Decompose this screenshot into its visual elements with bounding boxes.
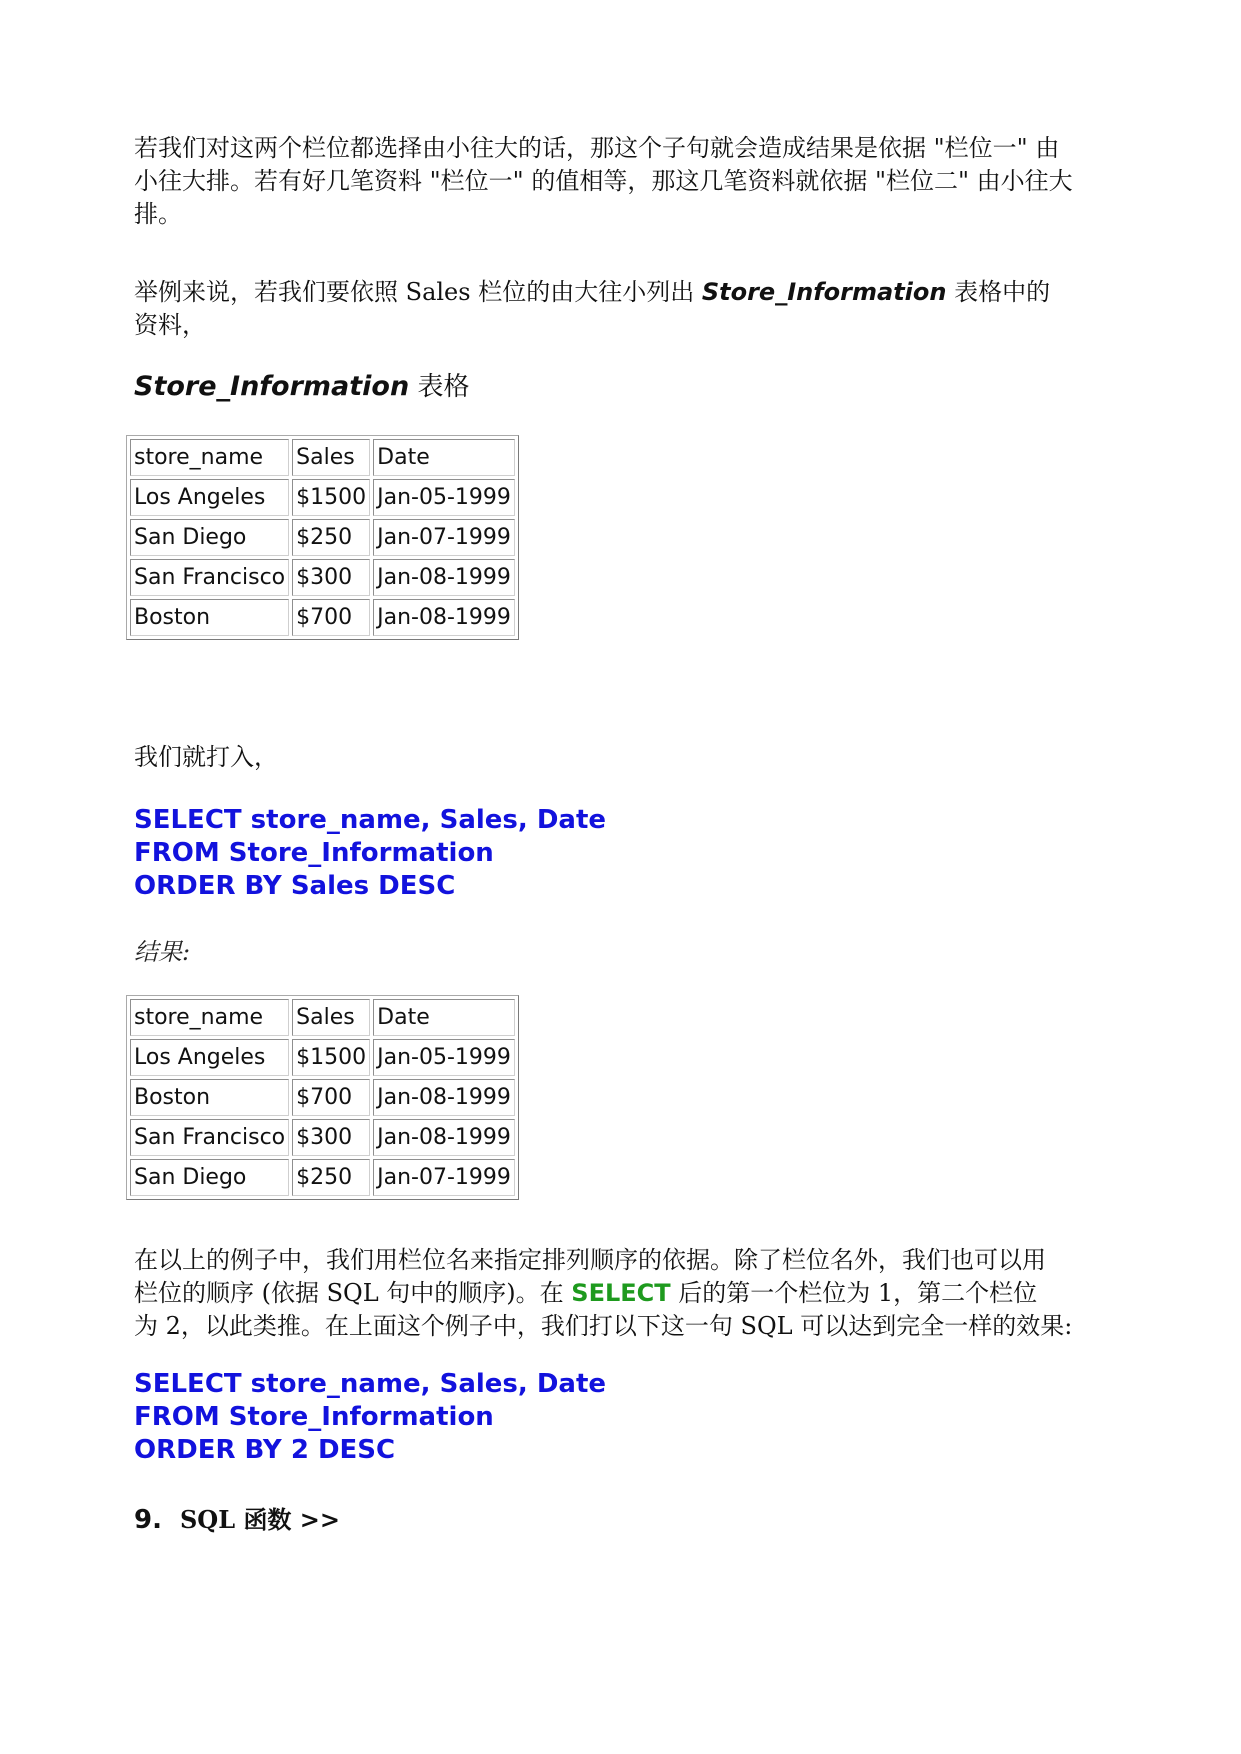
table-cell: $700 <box>292 1079 370 1116</box>
table-cell: Boston <box>130 1079 289 1116</box>
table-cell: Jan-07-1999 <box>373 519 515 556</box>
table-cell: San Francisco <box>130 559 289 596</box>
table-cell: San Diego <box>130 519 289 556</box>
intro-line-2: 小往大排。若有好几笔资料 "栏位一" 的值相等，那这几笔资料就依据 "栏位二" 由小往大 <box>134 167 1073 195</box>
sql-query-1 <box>134 804 1102 903</box>
table-row <box>130 1159 515 1196</box>
section-number: 9. <box>134 1505 162 1535</box>
explain-line-3: 为 2，以此类推。在上面这个例子中，我们打以下这一句 SQL 可以达到完全一样的效果: <box>134 1312 1073 1340</box>
header-cell: Date <box>373 439 515 476</box>
explain-line-2 <box>134 1277 1102 1310</box>
header-cell: Sales <box>292 439 370 476</box>
select-keyword: SELECT <box>571 1279 671 1307</box>
intro-paragraph <box>134 132 1102 231</box>
table-cell: San Diego <box>130 1159 289 1196</box>
example-line-1 <box>134 276 1102 309</box>
table-cell: $300 <box>292 559 370 596</box>
sql-line: SELECT store_name, Sales, Date <box>134 1369 607 1399</box>
header-cell: Date <box>373 999 515 1036</box>
table-cell: Jan-08-1999 <box>373 599 515 636</box>
table-cell: Jan-08-1999 <box>373 1079 515 1116</box>
store-information-table <box>126 435 519 640</box>
header-cell: store_name <box>130 999 289 1036</box>
example-line-2: 资料， <box>134 311 206 339</box>
table-cell: $300 <box>292 1119 370 1156</box>
table-row <box>130 599 515 636</box>
example-text-after: 表格中的 <box>946 278 1051 306</box>
sql-query-2 <box>134 1368 1102 1467</box>
sql-line: FROM Store_Information <box>134 1402 494 1432</box>
result-label: 结果: <box>134 938 191 966</box>
example-table-name: Store_Information <box>701 278 947 306</box>
table-header-row <box>130 439 515 476</box>
explain-text-after: 后的第一个栏位为 1，第二个栏位 <box>670 1279 1038 1307</box>
table-cell: Los Angeles <box>130 479 289 516</box>
table-cell: $1500 <box>292 479 370 516</box>
table-cell: $250 <box>292 1159 370 1196</box>
table-cell: Jan-08-1999 <box>373 1119 515 1156</box>
caption-table-name: Store_Information <box>134 371 410 402</box>
table-cell: Jan-07-1999 <box>373 1159 515 1196</box>
table-row <box>130 519 515 556</box>
table-row <box>130 1039 515 1076</box>
intro-line-1: 若我们对这两个栏位都选择由小往大的话，那这个子句就会造成结果是依据 "栏位一" 由 <box>134 134 1060 162</box>
table-cell: San Francisco <box>130 1119 289 1156</box>
caption-suffix: 表格 <box>409 372 470 402</box>
table-cell: Jan-08-1999 <box>373 559 515 596</box>
table-row <box>130 1119 515 1156</box>
table-cell: Los Angeles <box>130 1039 289 1076</box>
result-table <box>126 995 519 1200</box>
table-cell: Jan-05-1999 <box>373 1039 515 1076</box>
table-header-row <box>130 999 515 1036</box>
table-cell: Boston <box>130 599 289 636</box>
table-row <box>130 559 515 596</box>
header-cell: Sales <box>292 999 370 1036</box>
table-cell: Jan-05-1999 <box>373 479 515 516</box>
explain-paragraph <box>134 1244 1102 1343</box>
header-cell: store_name <box>130 439 289 476</box>
table-cell: $250 <box>292 519 370 556</box>
explain-line-1: 在以上的例子中，我们用栏位名来指定排列顺序的依据。除了栏位名外，我们也可以用 <box>134 1246 1046 1274</box>
table-cell: $1500 <box>292 1039 370 1076</box>
sql-line: FROM Store_Information <box>134 838 494 868</box>
sql-line: ORDER BY 2 DESC <box>134 1435 396 1465</box>
sql-line: SELECT store_name, Sales, Date <box>134 805 607 835</box>
example-paragraph <box>134 276 1102 342</box>
table-row <box>130 1079 515 1116</box>
example-text-before: 举例来说，若我们要依照 Sales 栏位的由大往小列出 <box>134 278 702 306</box>
table-row <box>130 479 515 516</box>
we-type-line: 我们就打入， <box>134 743 278 771</box>
sql-line: ORDER BY Sales DESC <box>134 871 456 901</box>
table-cell: $700 <box>292 599 370 636</box>
table-caption <box>134 370 1102 404</box>
intro-line-3: 排。 <box>134 200 182 228</box>
explain-text-before: 栏位的顺序 (依据 SQL 句中的顺序)。在 <box>134 1279 572 1307</box>
next-section-link[interactable] <box>134 1500 340 1535</box>
section-title: SQL 函数 >> <box>179 1505 341 1534</box>
